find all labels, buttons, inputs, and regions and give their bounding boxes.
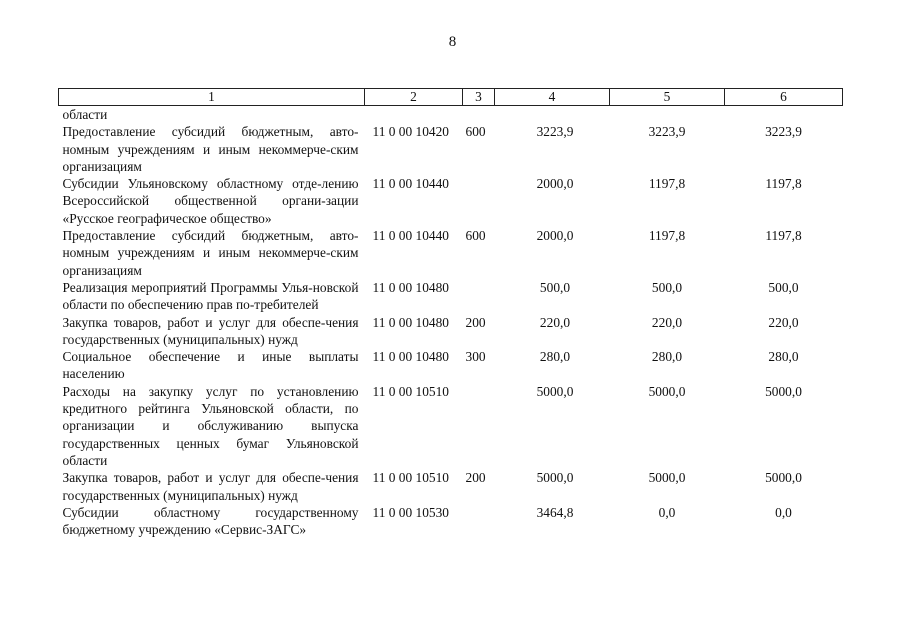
table-row	[59, 383, 843, 469]
row-vr-cell	[463, 175, 495, 227]
table-row	[59, 314, 843, 349]
row-vr-cell: 600	[465, 228, 486, 244]
row-value-col6: 5000,0	[765, 470, 802, 486]
table-row	[59, 504, 843, 539]
row-value-col5: 3223,9	[648, 124, 686, 140]
row-value-col6: 280,0	[768, 349, 799, 365]
table-row	[59, 175, 843, 227]
row-vr-cell	[463, 279, 495, 314]
header-row	[59, 89, 843, 106]
column-header: 5	[610, 89, 725, 106]
budget-table	[58, 88, 843, 538]
row-value-col5: 280,0	[651, 349, 683, 365]
row-value-col6: 220,0	[768, 314, 799, 330]
row-value-col6: 5000,0	[765, 383, 802, 399]
row-value-col6: 0,0	[775, 504, 792, 520]
column-header: 4	[495, 89, 610, 106]
row-name-cell: Субсидии Ульяновскому областному отде-лению Всероссийской общественной органи-зации «Русское географическое общество»	[62, 176, 359, 226]
row-value-col6: 1197,8	[765, 176, 802, 192]
row-value-col4: 2000,0	[536, 228, 574, 244]
row-value-col6: 500,0	[768, 279, 799, 295]
row-value-col5	[610, 106, 725, 124]
table-row	[59, 279, 843, 314]
row-value-col5: 500,0	[651, 279, 683, 295]
table-row	[59, 106, 843, 124]
row-vr-cell	[463, 106, 495, 124]
column-header: 6	[725, 89, 843, 106]
row-value-col4	[495, 106, 610, 124]
row-value-col5: 5000,0	[648, 383, 686, 399]
row-code-cell: 11 0 00 10420	[372, 124, 449, 140]
row-value-col5: 0,0	[658, 504, 676, 520]
row-vr-cell	[463, 383, 495, 469]
row-value-col4: 3223,9	[536, 124, 574, 140]
row-name-cell: области	[62, 107, 108, 122]
row-name-cell: Закупка товаров, работ и услуг для обеспе-чения государственных (муниципальных) нужд	[62, 470, 359, 503]
row-name-cell: Реализация мероприятий Программы Улья-новской области по обеспечению прав по-требителей	[62, 279, 359, 313]
row-value-col6: 3223,9	[765, 124, 802, 140]
row-name-cell: Субсидии областному государственному бюджетному учреждению «Сервис-ЗАГС»	[62, 504, 359, 538]
row-value-col4: 5000,0	[536, 470, 574, 486]
row-code-cell: 11 0 00 10510	[372, 470, 449, 486]
column-header: 2	[365, 89, 463, 106]
row-code-cell: 11 0 00 10510	[372, 383, 449, 399]
row-code-cell	[365, 106, 463, 124]
row-value-col4: 5000,0	[536, 383, 574, 399]
row-code-cell: 11 0 00 10440	[372, 176, 449, 192]
row-code-cell: 11 0 00 10480	[372, 279, 449, 295]
table-row	[59, 348, 843, 383]
row-name-cell: Предоставление субсидий бюджетным, авто-номным учреждениям и иным некоммерче-ским организациям	[62, 228, 359, 278]
table-row	[59, 469, 843, 504]
table-row	[59, 227, 843, 279]
row-vr-cell: 200	[465, 470, 486, 486]
row-code-cell: 11 0 00 10480	[372, 349, 449, 365]
row-name-cell: Закупка товаров, работ и услуг для обеспе-чения государственных (муниципальных) нужд	[62, 314, 359, 347]
row-name-cell: Предоставление субсидий бюджетным, авто-номным учреждениям и иным некоммерче-ским организациям	[62, 124, 359, 174]
row-value-col4: 280,0	[539, 349, 571, 365]
row-value-col5: 5000,0	[648, 470, 686, 486]
row-vr-cell: 300	[465, 349, 486, 365]
row-vr-cell: 600	[465, 124, 486, 140]
row-value-col4: 220,0	[539, 314, 571, 330]
row-vr-cell	[463, 504, 495, 539]
table-row	[59, 123, 843, 175]
row-value-col6	[725, 106, 843, 124]
row-value-col5: 220,0	[651, 314, 683, 330]
row-name-cell: Расходы на закупку услуг по установлению кредитного рейтинга Ульяновской области, по организации и обслуживанию выпуска государственных ценных бумаг Ульяновской области	[62, 383, 359, 468]
row-value-col4: 3464,8	[536, 504, 574, 520]
row-value-col4: 2000,0	[536, 176, 574, 192]
row-value-col5: 1197,8	[648, 228, 686, 244]
row-code-cell: 11 0 00 10480	[372, 314, 449, 330]
row-value-col5: 1197,8	[648, 176, 686, 192]
row-value-col6: 1197,8	[765, 228, 802, 244]
column-header: 3	[463, 89, 495, 106]
row-vr-cell: 200	[465, 314, 486, 330]
column-header: 1	[59, 89, 365, 106]
row-code-cell: 11 0 00 10440	[372, 228, 449, 244]
row-code-cell: 11 0 00 10530	[372, 504, 449, 520]
page-number: 8	[448, 34, 457, 50]
row-value-col4: 500,0	[539, 279, 571, 295]
row-name-cell: Социальное обеспечение и иные выплаты населению	[62, 349, 359, 382]
